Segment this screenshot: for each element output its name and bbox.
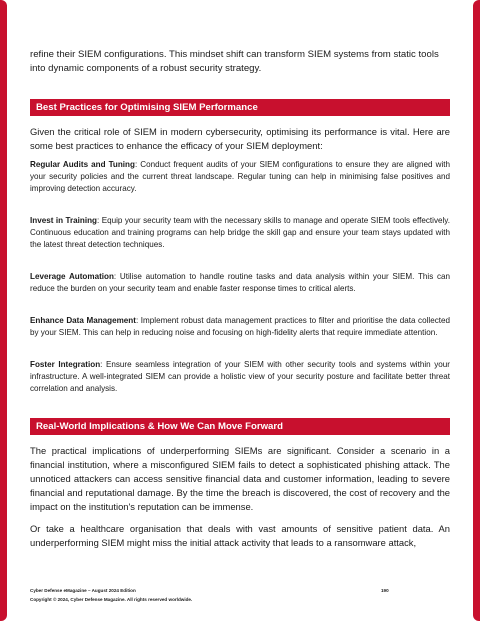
practice-item (30, 271, 450, 295)
real-world-paragraph-2: Or take a healthcare organisation that deals with vast amounts of sensitive patient data. An underperforming SIEM might miss the initial attack activity that leads to a ransomware attack, (30, 523, 450, 548)
section-heading-best-practices: Best Practices for Optimising SIEM Performance (30, 99, 450, 116)
best-practices-lead: Given the critical role of SIEM in modern cybersecurity, optimising its performance is vital. Here are some best practices to enhance the efficacy of your SIEM deployment: (30, 126, 450, 151)
page-number: 190 (381, 588, 389, 593)
practice-title: Regular Audits and Tuning (30, 160, 135, 169)
practice-text: : Implement robust data management practices to filter and prioritise the data collected by your SIEM. This can help in reducing noise and focusing on high-fidelity alerts that require immediate attention. (30, 316, 450, 337)
practice-item (30, 315, 450, 339)
practice-title: Invest in Training (30, 216, 97, 225)
left-edge-bar (0, 0, 7, 621)
practice-text: : Equip your security team with the necessary skills to manage and operate SIEM tools effectively. Continuous education and training programs can help bridge the skill gap and ensure your team stays updated with the latest threat detection techniques. (30, 216, 450, 249)
practice-text: : Ensure seamless integration of your SIEM with other security tools and systems within your infrastructure. A well-integrated SIEM can provide a holistic view of your security posture and facilitate better threat correlation and analysis. (30, 360, 450, 393)
right-edge-bar (473, 0, 480, 621)
real-world-paragraph-1: The practical implications of underperforming SIEMs are significant. Consider a scenario in a financial institution, where a misconfigured SIEM fails to detect a sophisticated phishing attack. The unnoticed attackers can access sensitive financial data and customer information, leading to severe financial and reputational damage. By the time the breach is discovered, the cost of recovery and the impact on the institution's reputation can be immense. (30, 445, 450, 512)
practice-item (30, 159, 450, 195)
practice-text: : Conduct frequent audits of your SIEM configurations to ensure they are aligned with your security policies and the current threat landscape. Regular tuning can help in minimising false positives and improving detection accuracy. (30, 160, 451, 193)
practice-item (30, 215, 450, 251)
page-content (30, 48, 450, 550)
practice-title: Leverage Automation (30, 272, 114, 281)
page-footer (30, 588, 450, 602)
footer-copyright: Copyright © 2024, Cyber Defense Magazine. All rights reserved worldwide. (30, 597, 193, 602)
practice-text: : Utilise automation to handle routine tasks and data analysis within your SIEM. This can reduce the burden on your security team and enable faster response times to critical alerts. (30, 272, 450, 293)
section-heading-real-world: Real-World Implications & How We Can Move Forward (30, 418, 450, 435)
practice-item (30, 359, 450, 395)
footer-edition: Cyber Defense eMagazine – August 2024 Edition (30, 588, 136, 593)
intro-paragraph: refine their SIEM configurations. This mindset shift can transform SIEM systems from static tools into dynamic components of a robust security strategy. (30, 49, 439, 74)
practice-title: Enhance Data Management (30, 316, 136, 325)
practice-title: Foster Integration (30, 360, 101, 369)
